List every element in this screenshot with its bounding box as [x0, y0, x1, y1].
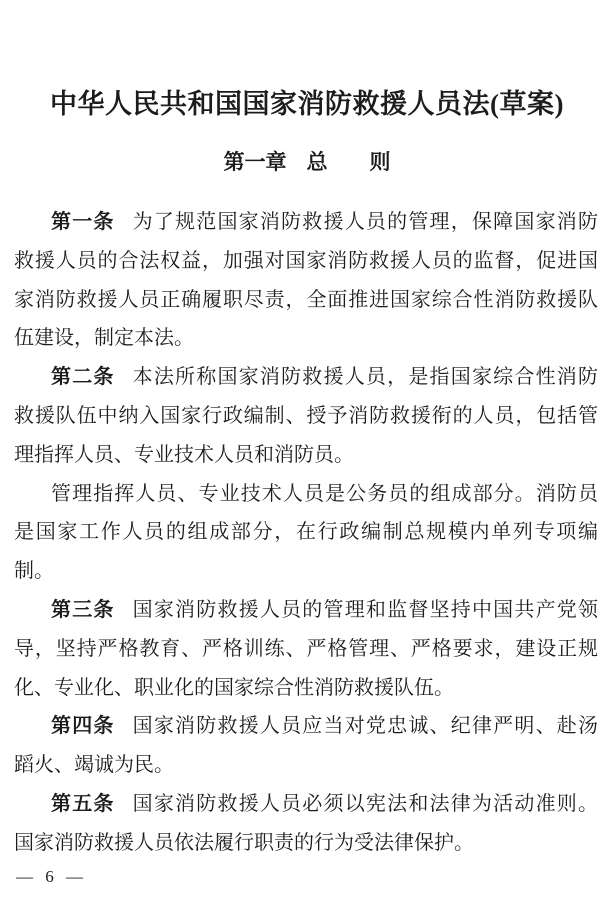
body-line-text: 蹈火、竭诚为民。	[14, 754, 174, 777]
body-line	[14, 591, 598, 630]
body-line	[14, 707, 598, 746]
body-line	[14, 552, 598, 591]
body-line-text: 救援队伍中纳入国家行政编制、授予消防救援衔的人员，包括管	[14, 404, 598, 427]
article-number: 第五条	[51, 792, 115, 815]
article-number: 第二条	[51, 366, 115, 389]
body-line	[14, 319, 598, 358]
body-line-text: 管理指挥人员、专业技术人员是公务员的组成部分。消防员	[51, 482, 598, 505]
body-line	[14, 746, 598, 785]
body-line	[14, 203, 598, 242]
body-line	[14, 669, 598, 708]
body-line	[14, 436, 598, 475]
body-line	[14, 397, 598, 436]
chapter-number: 第一章	[223, 150, 287, 174]
body-line-text: 化、专业化、职业化的国家综合性消防救援队伍。	[14, 676, 454, 699]
body-line-text: 理指挥人员、专业技术人员和消防员。	[14, 443, 354, 466]
body-line	[14, 242, 598, 281]
body-line-text: 是国家工作人员的组成部分，在行政编制总规模内单列专项编	[14, 521, 598, 544]
body-line-text: 国家消防救援人员必须以宪法和法律为活动准则。	[132, 792, 598, 815]
document-title: 中华人民共和国国家消防救援人员法(草案)	[50, 89, 564, 119]
body-line	[14, 281, 598, 320]
body-line-text: 家消防救援人员正确履职尽责，全面推进国家综合性消防救援队	[14, 288, 598, 311]
body-line	[14, 358, 598, 397]
body-line-text: 国家消防救援人员依法履行职责的行为受法律保护。	[14, 831, 474, 854]
body-line	[14, 513, 598, 552]
body-line-text: 国家消防救援人员应当对党忠诚、纪律严明、赴汤	[132, 715, 598, 738]
body-line-text: 救援人员的合法权益，加强对国家消防救援人员的监督，促进国	[14, 249, 598, 272]
body-line-text: 本法所称国家消防救援人员，是指国家综合性消防	[132, 366, 598, 389]
body-line-text: 导，坚持严格教育、严格训练、严格管理、严格要求，建设正规	[14, 637, 598, 660]
body-line	[14, 824, 598, 863]
body-line	[14, 475, 598, 514]
article-number: 第一条	[51, 211, 115, 233]
article-number: 第三条	[51, 598, 115, 621]
body-line	[14, 630, 598, 669]
page-number: — 6 —	[16, 867, 85, 886]
body-line	[14, 785, 598, 824]
chapter-section-title: 总 则	[306, 150, 391, 174]
article-number: 第四条	[51, 715, 115, 738]
body-line-text: 制。	[14, 560, 54, 583]
body-line-text: 为了规范国家消防救援人员的管理，保障国家消防	[132, 211, 598, 233]
body-line-text: 国家消防救援人员的管理和监督坚持中国共产党领	[132, 598, 598, 621]
chapter-heading	[0, 148, 614, 176]
body-text	[14, 203, 598, 863]
body-line-text: 伍建设，制定本法。	[14, 327, 194, 350]
